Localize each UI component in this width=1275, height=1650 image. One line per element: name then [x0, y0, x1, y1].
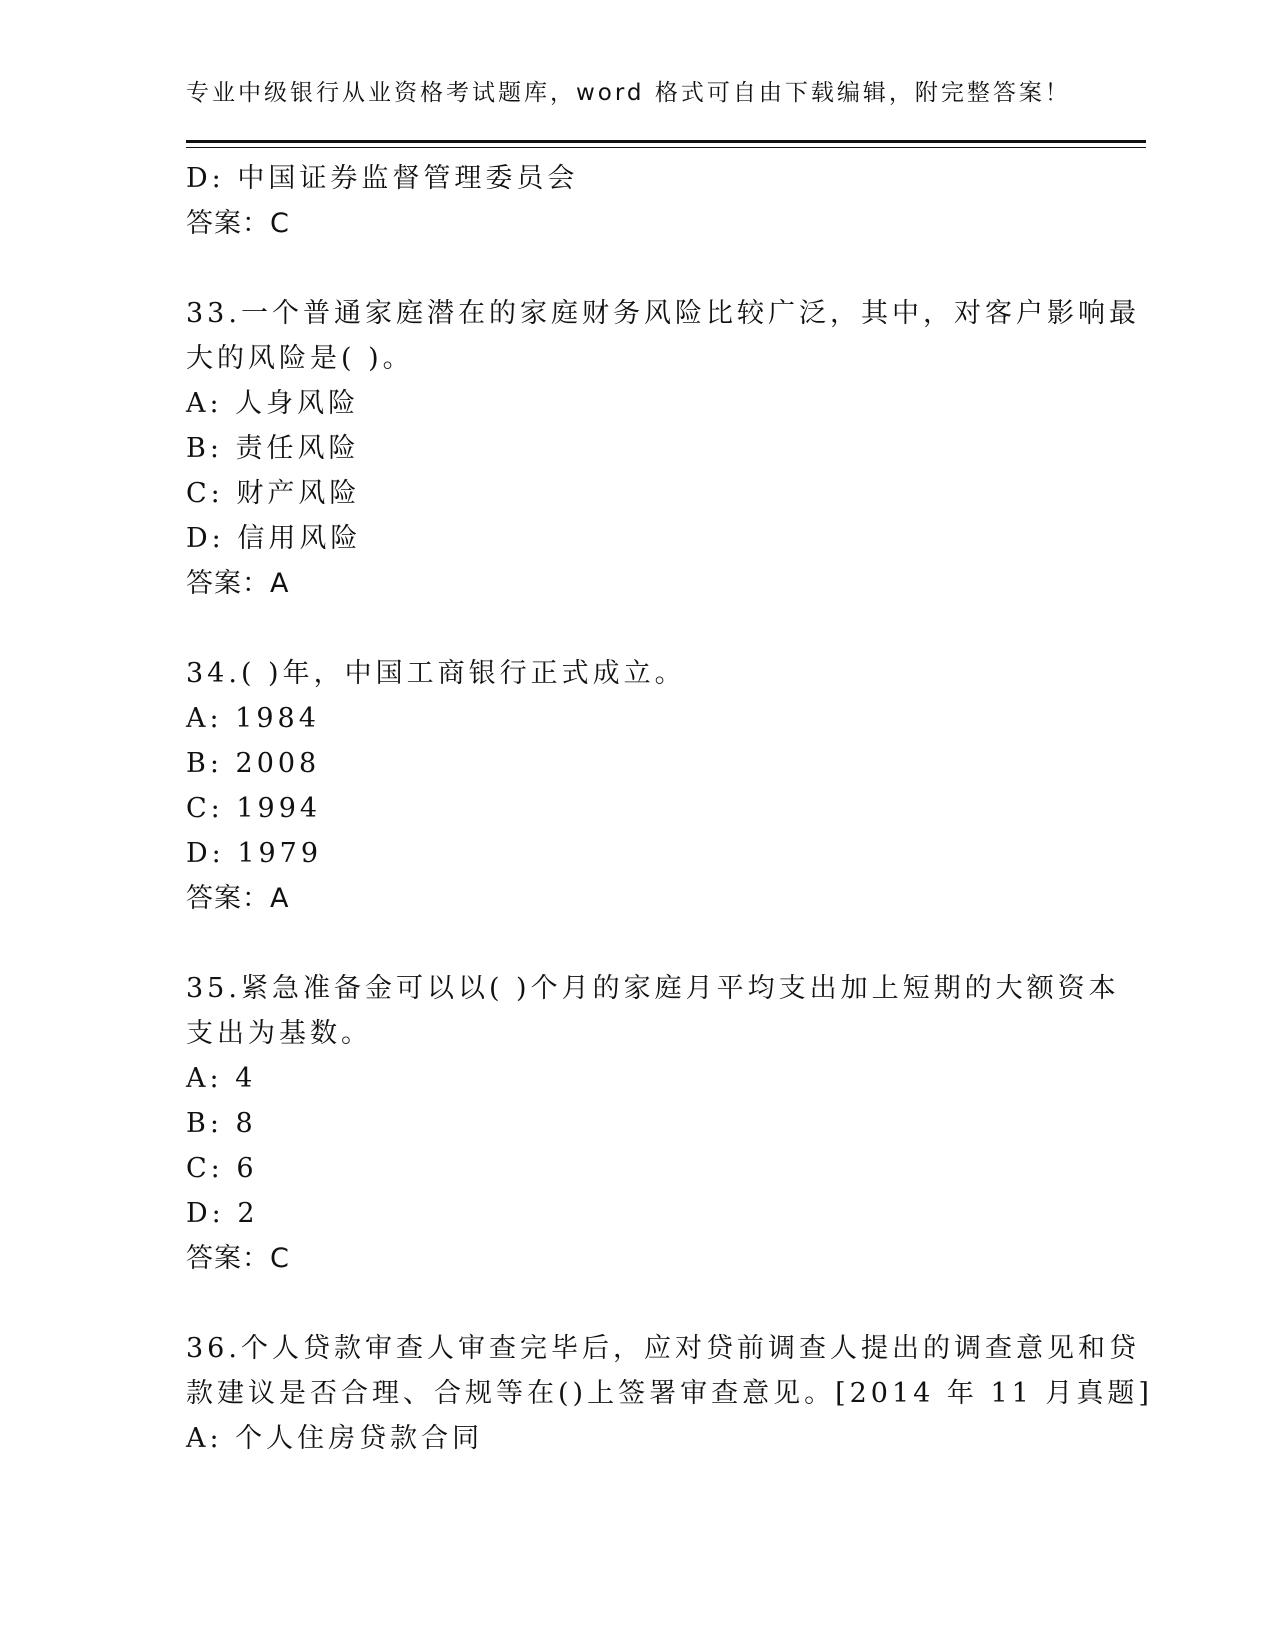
question-33-option-b: B: 责任风险	[186, 433, 360, 464]
question-36-line-2: 款建议是否合理、合规等在()上签署审查意见。[2014 年 11 月真题]	[186, 1378, 1153, 1409]
question-34-option-d: D: 1979	[186, 838, 323, 869]
question-33-answer: 答案：A	[186, 568, 290, 599]
question-33-line-1: 33.一个普通家庭潜在的家庭财务风险比较广泛，其中，对客户影响最	[186, 298, 1140, 329]
question-35-option-d: D: 2	[186, 1198, 259, 1229]
question-34-line-1: 34.( )年，中国工商银行正式成立。	[186, 658, 686, 689]
question-36-line-1: 36.个人贷款审查人审查完毕后，应对贷前调查人提出的调查意见和贷	[186, 1333, 1140, 1364]
spacer	[186, 606, 1086, 651]
spacer	[186, 921, 1086, 966]
question-35-option-a: A: 4	[186, 1063, 257, 1094]
prev-answer: 答案：C	[186, 208, 290, 239]
question-35-line-2: 支出为基数。	[186, 1018, 372, 1049]
document-body	[186, 156, 1153, 1461]
question-35-answer: 答案：C	[186, 1243, 290, 1274]
spacer	[186, 1281, 1086, 1326]
question-36-option-a: A: 个人住房贷款合同	[186, 1423, 484, 1454]
header-rule-thick	[186, 140, 1146, 143]
question-33-option-d: D: 信用风险	[186, 523, 362, 554]
prev-option-d: D: 中国证券监督管理委员会	[186, 163, 579, 194]
page-header: 专业中级银行从业资格考试题库，word 格式可自由下载编辑，附完整答案！	[186, 80, 1071, 106]
question-35-option-b: B: 8	[186, 1108, 257, 1139]
question-34-option-b: B: 2008	[186, 748, 321, 779]
question-34-answer: 答案：A	[186, 883, 290, 914]
question-34-option-c: C: 1994	[186, 793, 322, 824]
question-33-option-a: A: 人身风险	[186, 388, 360, 419]
header-rule-thin	[186, 147, 1146, 148]
question-34-option-a: A: 1984	[186, 703, 320, 734]
question-33-option-c: C: 财产风险	[186, 478, 361, 509]
question-35-line-1: 35.紧急准备金可以以( )个月的家庭月平均支出加上短期的大额资本	[186, 973, 1120, 1004]
question-35-option-c: C: 6	[186, 1153, 258, 1184]
spacer	[186, 246, 1086, 291]
question-33-line-2: 大的风险是( )。	[186, 343, 414, 374]
